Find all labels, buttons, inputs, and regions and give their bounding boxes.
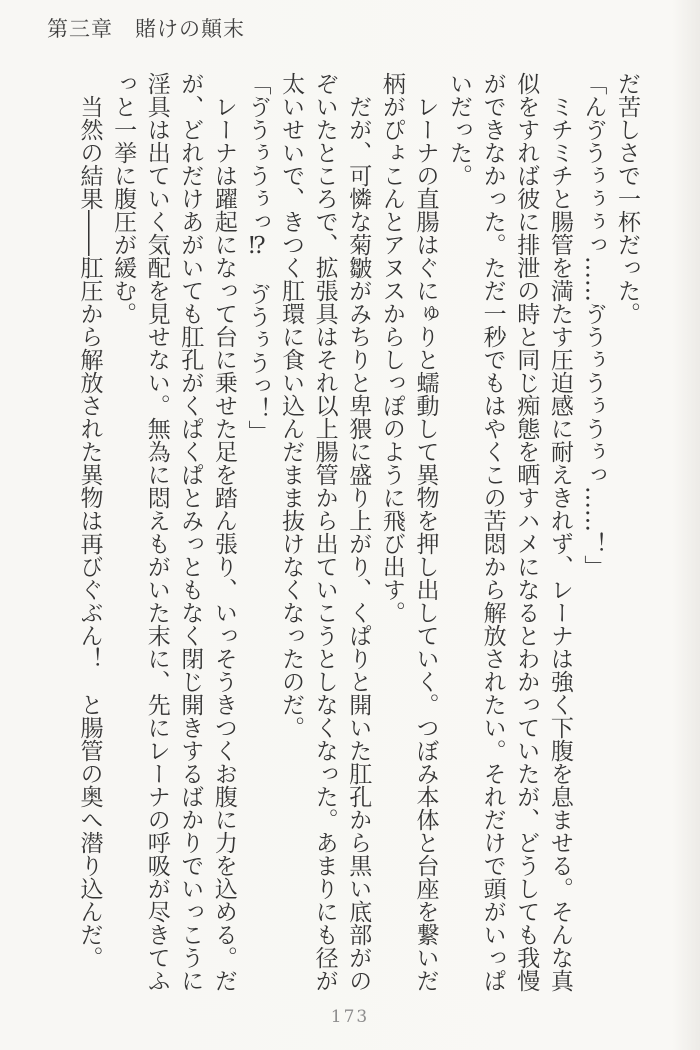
text-column: が、どれだけあがいても肛孔がくぱくぱとみっともなく閉じ開きするばかりでいっこうに [177,72,204,992]
text-column: だが、可憐な菊皺がみちりと卑猥に盛り上がり、くぱりと開いた肛孔から黒い底部がの [345,72,372,992]
text-column: レーナは躍起になって台に乗せた足を踏ん張り、いっそうきつくお腹に力を込める。だ [210,72,237,992]
dialogue-column: 「んゔうぅぅぅっ……ゔうぅうぅうぅっ……！」 [580,72,607,578]
text-column: ミチミチと腸管を満たす圧迫感に耐えきれず、レーナは強く下腹を息ませる。そんな真 [546,72,573,992]
text-column: ができなかった。ただ一秒でもはやくこの苦悶から解放されたい。それだけで頭がいっぱ [479,72,506,992]
page-number: 173 [330,1007,370,1027]
page-text-block [59,72,643,998]
text-column: ぞいたところで、拡張具はそれ以上腸管から出ていこうとしなくなった。あまりにも径が [311,72,338,992]
text-column: だ苦しさで一杯だった。 [614,72,640,325]
text-column: 似をすれば彼に排泄の時と同じ痴態を晒すハメになるとわかっていたが、どうしても我慢 [513,72,540,992]
chapter-running-header: 第三章 賭けの顛末 [47,17,245,41]
text-column: 当然の結果――肛圧から解放された異物は再びぐぶん！ と腸管の奥へ潜り込んだ。 [76,72,103,969]
text-column: レーナの直腸はぐにゅりと蠕動して異物を押し出していく。つぼみ本体と台座を繋いだ [412,72,439,992]
text-column: っと一挙に腹圧が緩む。 [110,72,137,325]
text-column: 淫具は出ていく気配を見せない。無為に悶えもがいた末に、先にレーナの呼吸が尽きてふ [143,72,170,992]
text-column: いだった。 [446,72,473,187]
text-column: 太いせいで、きつく肛環に食い込んだまま抜けなくなったのだ。 [278,72,305,739]
text-column: 柄がぴょこんとアヌスからしっぽのように飛び出す。 [378,72,405,624]
dialogue-column: 「ゔうぅうぅっ⁉ ゔうぅうっ！」 [244,72,271,443]
